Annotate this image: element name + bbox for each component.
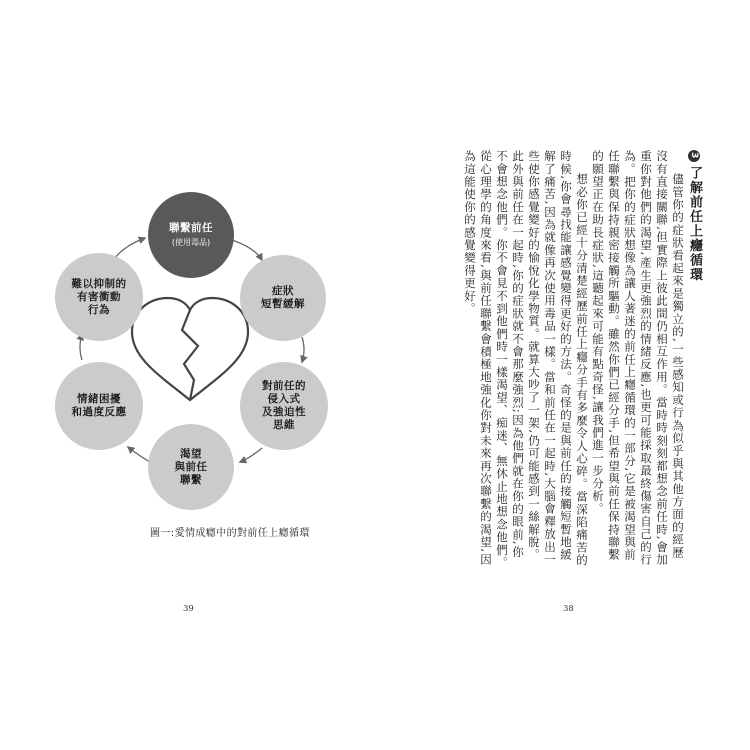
node-label: 行為 — [88, 303, 110, 316]
arrow-intrusive-to-craving — [240, 448, 262, 462]
paragraph: 想必你已經十分清楚經歷前任上癮分手有多麼令人心碎。當深陷痛苦的時候,你會尋找能讓感覺變得更好的方法。奇怪的是與前任的接觸短暫地緩解了痛苦,因為就像再次使用毒品一樣。當和前任在一起時,大腦會釋放出一些使你感覺變好的愉悅化學物質。就算大吵了一架,仍可能感到一絲解脫。此外與前任在一起時,你的症狀就不會那麼強烈;因為他們就在你的眼前,你不會想念他們。你不會見不到他們時一樣渴望、痴迷、無休止地想念他們。從心理學的角度來看,與前任聯繫會積極地強化你對未來再次聯繫的渴望,因為這能使你的感覺變得更好。 — [463, 150, 589, 570]
arrow-contact-to-relief — [232, 240, 262, 260]
node-label: 難以抑制的 — [71, 277, 127, 290]
page-number-left: 39 — [183, 604, 194, 614]
heading-text: 了解前任上癮循環 — [687, 166, 702, 282]
node-craving — [148, 424, 234, 510]
node-label: 與前任 — [174, 460, 208, 473]
node-label: 思維 — [273, 419, 295, 431]
node-label: 對前任的 — [262, 380, 306, 392]
number-badge-icon: 3 — [688, 150, 700, 162]
node-label: 有害衝動 — [77, 290, 121, 303]
node-symptom-relief — [240, 255, 326, 341]
node-label: 及強迫性 — [262, 406, 306, 418]
arrow-distress-to-uncontrollable — [80, 334, 82, 360]
node-intrusive-thoughts — [240, 362, 328, 450]
arrow-uncontrollable-to-contact — [115, 238, 145, 258]
node-label: 聯繫前任 — [169, 222, 213, 234]
node-label: 情緒困擾 — [77, 393, 121, 405]
node-label: 短暫緩解 — [261, 298, 305, 310]
node-emotional-distress — [55, 362, 143, 450]
paragraph: 儘管你的症狀看起來是獨立的,一些感知或行為似乎與其他方面的經歷沒有直接關聯,但實際上彼此間仍相互作用。當時時刻刻都想念前任時,會加重你對他們的渴望,產生更強烈的情緒反應,也更可能採取最終傷害自己的行為。把你的症狀想像為讓人著迷的前任上癮循環的一部分,它是被渴望與前任聯繫與保持親密接觸所驅動。雖然你們已經分手,但希望與前任保持聯繫的願望正在助長症狀,這聽起來可能有點奇怪,讓我們進一步分析。 — [591, 150, 685, 567]
node-label: 渴望 — [180, 447, 202, 460]
node-label: 症狀 — [272, 285, 294, 297]
node-label: 侵入式 — [267, 393, 301, 405]
body-text — [462, 150, 702, 570]
node-label: 和過度反應 — [71, 406, 127, 418]
node-sublabel: (使用毒品) — [171, 238, 211, 247]
arrow-craving-to-distress — [128, 447, 150, 462]
figure-caption: 圖一:愛情成癮中的對前任上癮循環 — [150, 528, 310, 539]
node-harmful-impulses — [55, 253, 143, 341]
broken-heart-icon — [132, 298, 248, 400]
page-number-right: 38 — [563, 604, 574, 614]
node-contact-ex — [148, 192, 234, 278]
arrow-relief-to-intrusive — [302, 337, 304, 362]
node-label: 聯繫 — [180, 473, 202, 486]
right-page — [375, 0, 750, 750]
section-heading — [687, 150, 702, 282]
